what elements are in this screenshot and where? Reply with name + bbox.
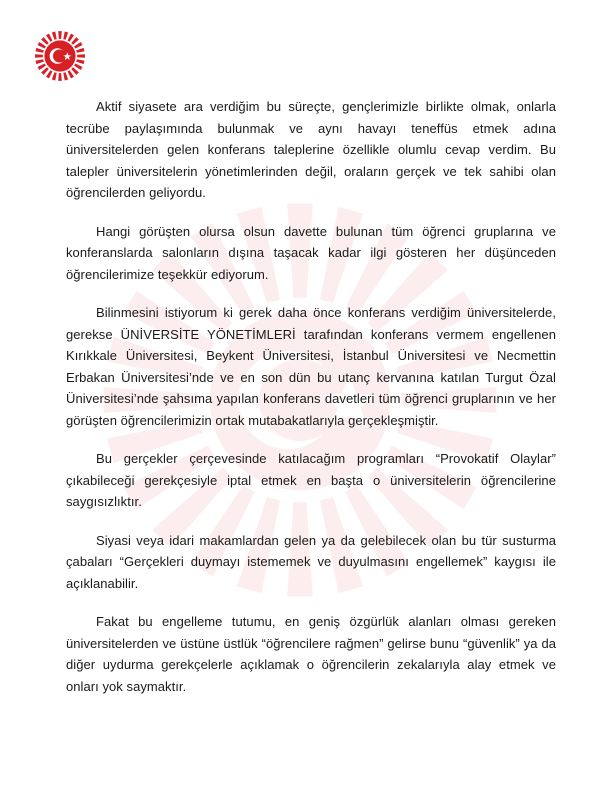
emblem-ray bbox=[35, 59, 43, 64]
emblem-ray bbox=[52, 31, 57, 39]
emblem-ray bbox=[77, 54, 85, 57]
emblem-ray bbox=[46, 34, 52, 42]
emblem-ray bbox=[71, 67, 79, 75]
emblem-ray bbox=[63, 72, 68, 80]
emblem-ray bbox=[35, 54, 43, 57]
emblem-ray bbox=[68, 34, 74, 42]
emblem-ray bbox=[52, 72, 57, 80]
emblem-ray bbox=[76, 48, 84, 53]
paragraph-5: Siyasi veya idari makamlardan gelen ya da gelebilecek olan bu tür susturma çabaları “Gerçekleri duymayı istememek ve duyulmasını engellemek” kaygısı ile açıklanabilir. bbox=[66, 532, 556, 591]
emblem-ray bbox=[46, 70, 52, 78]
emblem-ray bbox=[71, 37, 79, 45]
emblem-ray bbox=[74, 64, 82, 70]
emblem-ray bbox=[41, 67, 49, 75]
emblem-ray bbox=[58, 73, 61, 81]
paragraph-2: Hangi görüşten olursa olsun davette bulunan tüm öğrenci gruplarına ve konferanslarda salonların dışına taşacak kadar ilgi gösteren her düşünceden öğrencilerimize teşekkür ediyorum. bbox=[66, 223, 556, 282]
emblem-ray bbox=[35, 48, 43, 53]
emblem-ray bbox=[41, 37, 49, 45]
statement-body bbox=[66, 96, 556, 714]
paragraph-1: Aktif siyasete ara verdiğim bu süreçte, gençlerimizle birlikte olmak, onlarla tecrübe paylaşımında bulunmak ve aynı havayı teneffüs etmek adına üniversitelerden gelen konferans taleplerine özellikle olumlu cevap verdim. Bu talepler üniversitelerin yönetimlerinden değil, oraların gerçek ve tek sahibi olan öğrencilerden geliyordu. bbox=[66, 99, 556, 200]
emblem-ray bbox=[63, 31, 68, 39]
emblem-ray bbox=[38, 42, 46, 48]
paragraph-4: Bu gerçekler çerçevesinde katılacağım programları “Provokatif Olaylar” çıkabileceği gerekçesiyle iptal etmek en başta o üniversitelerin öğrencilerine saygısızlıktır. bbox=[66, 451, 556, 509]
emblem-ray bbox=[58, 31, 61, 39]
paragraph-3: Bilinmesini istiyorum ki gerek daha önce konferans verdiğim üniversitelerde, gerekse ÜNİVERSİTE YÖNETİMLERİ tarafından konferans vermem engellenen Kırıkkale Üniversitesi, Beykent Üniversitesi, İstanbul Üniversitesi ve Necmettin Erbakan Üniversitesi’nde ve en son dün bu utanç kervanına katılan Turgut Özal Üniversitesi’nde şahsıma yapılan konferans davetleri tüm öğrenci gruplarının ve her görüşten öğrencilerimizin ortak mutabakatlarıyla gerçekleşmiştir. bbox=[66, 305, 556, 428]
emblem-ray bbox=[76, 59, 84, 64]
emblem-ray bbox=[74, 42, 82, 48]
emblem-ray bbox=[38, 64, 46, 70]
paragraph-6: Fakat bu engelleme tutumu, en geniş özgürlük alanları olması gereken üniversitelerden ve üstüne üstlük “öğrencilere rağmen” gelirse bunu “güvenlik” ya da diğer uydurma gerekçelerle açıklamak o öğrencilerin zekalarıyla alay etmek ve onları yok saymaktır. bbox=[66, 614, 556, 694]
emblem-ray bbox=[68, 70, 74, 78]
tbmm-emblem-icon bbox=[34, 30, 86, 82]
